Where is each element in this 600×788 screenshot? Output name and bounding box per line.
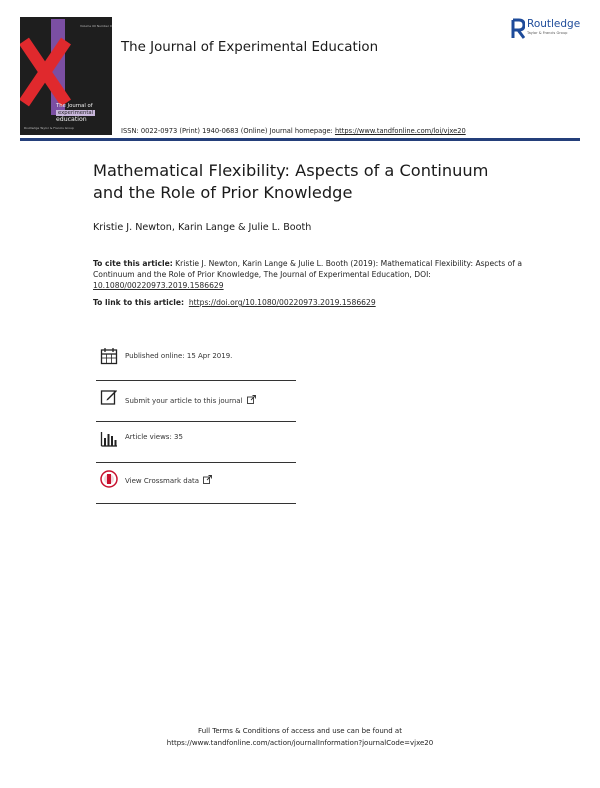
cover-volume: Volume 00 Number 0 xyxy=(80,24,112,28)
calendar-icon xyxy=(100,347,118,365)
journal-cover xyxy=(20,17,112,135)
cover-title-line-1: The Journal of xyxy=(56,103,93,109)
article-link-url[interactable]: https://doi.org/10.1080/00220973.2019.1586629 xyxy=(188,298,376,307)
footer-terms-link[interactable]: https://www.tandfonline.com/action/journalInformation?journalCode=vjxe20 xyxy=(166,739,434,747)
crossmark-item[interactable] xyxy=(100,470,296,511)
divider xyxy=(96,421,296,422)
divider xyxy=(96,462,296,463)
submit-article-text[interactable]: Submit your article to this journal xyxy=(125,397,243,405)
cover-title-line-3: education xyxy=(56,116,87,123)
article-link-label: To link to this article: xyxy=(93,298,185,307)
citation-label: To cite this article: xyxy=(93,259,173,268)
article-authors: Kristie J. Newton, Karin Lange & Julie L. Booth xyxy=(93,222,312,233)
external-link-icon xyxy=(247,395,256,404)
crossmark-icon xyxy=(100,470,118,488)
citation-text: Kristie J. Newton, Karin Lange & Julie L. Booth (2019): Mathematical Flexibility: Aspects of a Continuum and the Role of Prior Knowledge, The Journal of Experimental Education, DOI: xyxy=(93,259,523,279)
submit-article-item[interactable] xyxy=(100,388,296,429)
footer-terms-text: Full Terms & Conditions of access and use can be found at xyxy=(198,727,402,735)
external-link-icon xyxy=(203,475,212,484)
header-rule xyxy=(20,138,580,141)
citation-block xyxy=(93,258,523,291)
publisher-subtitle: Taylor & Francis Group xyxy=(527,31,568,35)
published-online-item xyxy=(100,347,296,388)
article-views-text: Article views: 35 xyxy=(125,433,183,441)
issn-text: ISSN: 0022-0973 (Print) 1940-0683 (Online) Journal homepage: xyxy=(121,127,335,135)
issn-line xyxy=(121,127,466,135)
journal-title: The Journal of Experimental Education xyxy=(121,40,379,55)
cover-publisher: Routledge Taylor & Francis Group xyxy=(24,126,74,130)
published-online-text: Published online: 15 Apr 2019. xyxy=(125,352,233,360)
publisher-name: Routledge xyxy=(527,18,581,30)
cover-x-mark xyxy=(20,37,90,107)
cover-title-line-2: experimental xyxy=(58,110,94,116)
submit-article-link[interactable] xyxy=(125,395,256,405)
routledge-r-icon xyxy=(511,18,525,40)
crossmark-text[interactable]: View Crossmark data xyxy=(125,477,200,485)
divider xyxy=(96,380,296,381)
journal-homepage-link[interactable]: https://www.tandfonline.com/loi/vjxe20 xyxy=(334,127,466,135)
bar-chart-icon xyxy=(100,430,118,448)
crossmark-link[interactable] xyxy=(125,475,212,485)
article-link-line xyxy=(93,298,376,307)
edit-icon xyxy=(100,388,118,406)
article-title: Mathematical Flexibility: Aspects of a Continuum and the Role of Prior Knowledge xyxy=(93,161,489,202)
doi-link[interactable]: 10.1080/00220973.2019.1586629 xyxy=(93,281,224,290)
article-views-item xyxy=(100,430,296,471)
divider xyxy=(96,503,296,504)
